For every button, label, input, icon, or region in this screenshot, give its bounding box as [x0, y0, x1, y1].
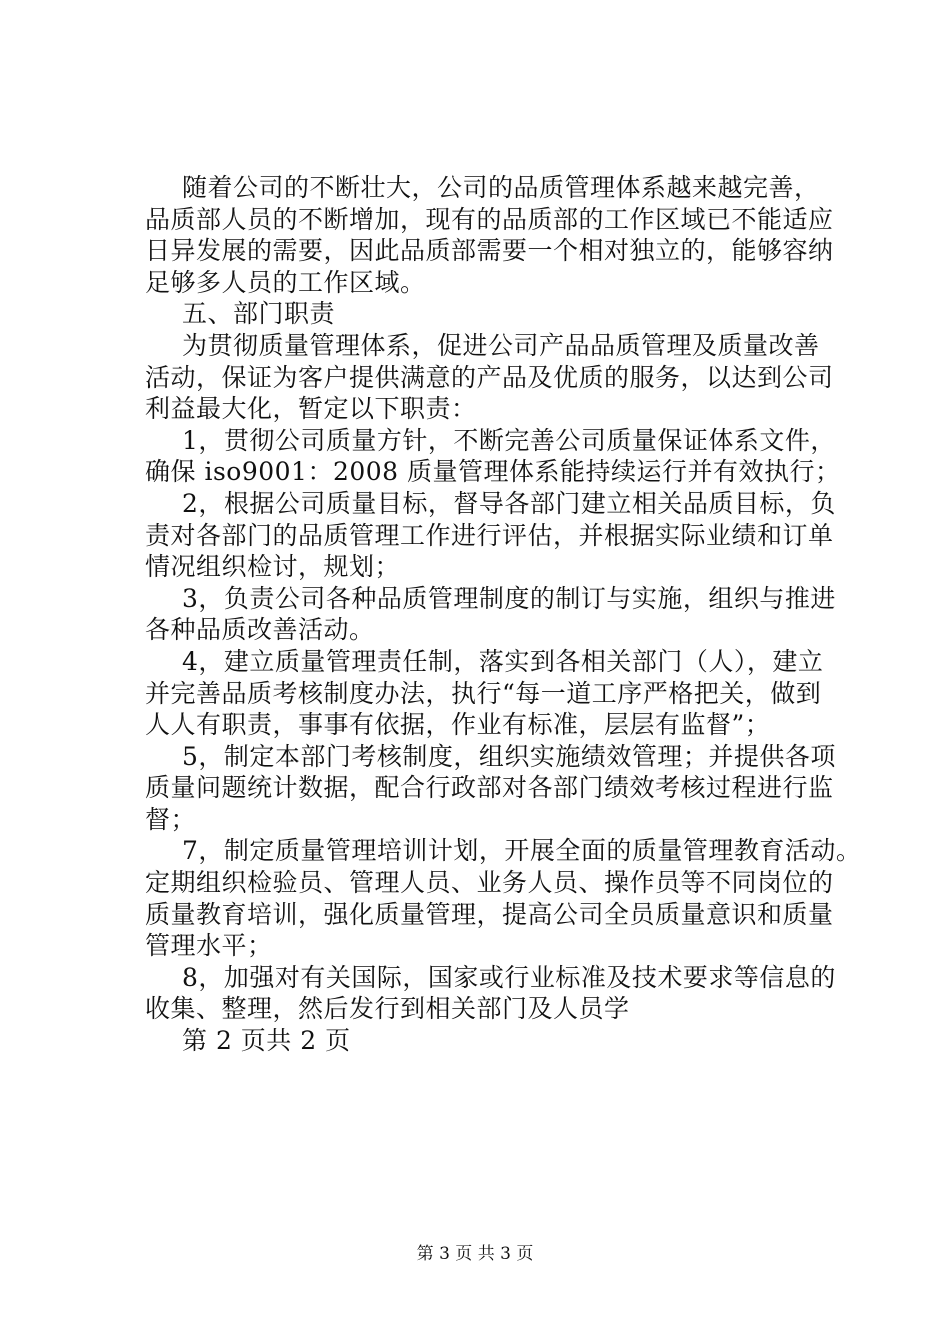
list-item-line: 质量教育培训，强化质量管理，提高公司全员质量意识和质量	[145, 899, 834, 929]
list-item-line: 定期组织检验员、管理人员、业务人员、操作员等不同岗位的	[145, 868, 834, 898]
list-item-line: 1，贯彻公司质量方针，不断完善公司质量保证体系文件，	[182, 425, 836, 455]
list-item-line: 责对各部门的品质管理工作进行评估，并根据实际业绩和订单	[145, 520, 834, 550]
footer-page-number: 第 3 页 共 3 页	[416, 1244, 534, 1264]
paragraph-line: 日异发展的需要，因此品质部需要一个相对独立的，能够容纳	[145, 236, 834, 266]
paragraph-line: 为贯彻质量管理体系，促进公司产品品质管理及质量改善	[182, 330, 820, 360]
paragraph-line: 足够多人员的工作区域。	[145, 267, 426, 297]
list-item-line: 督；	[145, 804, 197, 834]
list-item-line: 7，制定质量管理培训计划，开展全面的质量管理教育活动。	[182, 836, 862, 866]
list-item-line: 并完善品质考核制度办法，执行“每一道工序严格把关，做到	[145, 678, 822, 708]
paragraph-line: 随着公司的不断壮大，公司的品质管理体系越来越完善，	[182, 173, 820, 202]
list-item-line: 8，加强对有关国际，国家或行业标准及技术要求等信息的	[182, 962, 836, 992]
list-item-line: 4，建立质量管理责任制，落实到各相关部门（人），建立	[182, 646, 824, 676]
list-item-line: 人人有职责，事事有依据，作业有标准，层层有监督”；	[145, 710, 771, 740]
paragraph-line: 品质部人员的不断增加，现有的品质部的工作区域已不能适应	[145, 204, 834, 234]
list-item-line: 管理水平；	[145, 931, 273, 961]
document-body	[145, 172, 862, 1057]
section-heading: 五、部门职责	[182, 299, 336, 329]
list-item-line: 5，制定本部门考核制度，组织实施绩效管理；并提供各项	[182, 741, 836, 771]
list-item-line: 3，负责公司各种品质管理制度的制订与实施，组织与推进	[182, 583, 836, 613]
list-item-line: 2，根据公司质量目标，督导各部门建立相关品质目标，负	[182, 488, 836, 518]
paragraph-line: 活动，保证为客户提供满意的产品及优质的服务，以达到公司	[145, 362, 834, 392]
list-item-line: 收集、整理，然后发行到相关部门及人员学	[145, 994, 630, 1024]
list-item-line: 确保 iso9001：2008 质量管理体系能持续运行并有效执行；	[145, 457, 841, 487]
list-item-line: 各种品质改善活动。	[145, 615, 375, 645]
list-item-line: 情况组织检讨，规划；	[145, 552, 401, 582]
list-item-line: 质量问题统计数据，配合行政部对各部门绩效考核过程进行监	[145, 773, 834, 803]
page-footer	[0, 1243, 950, 1265]
paragraph-line: 利益最大化，暂定以下职责：	[145, 394, 477, 424]
inline-page-marker: 第 2 页共 2 页	[182, 1026, 351, 1056]
